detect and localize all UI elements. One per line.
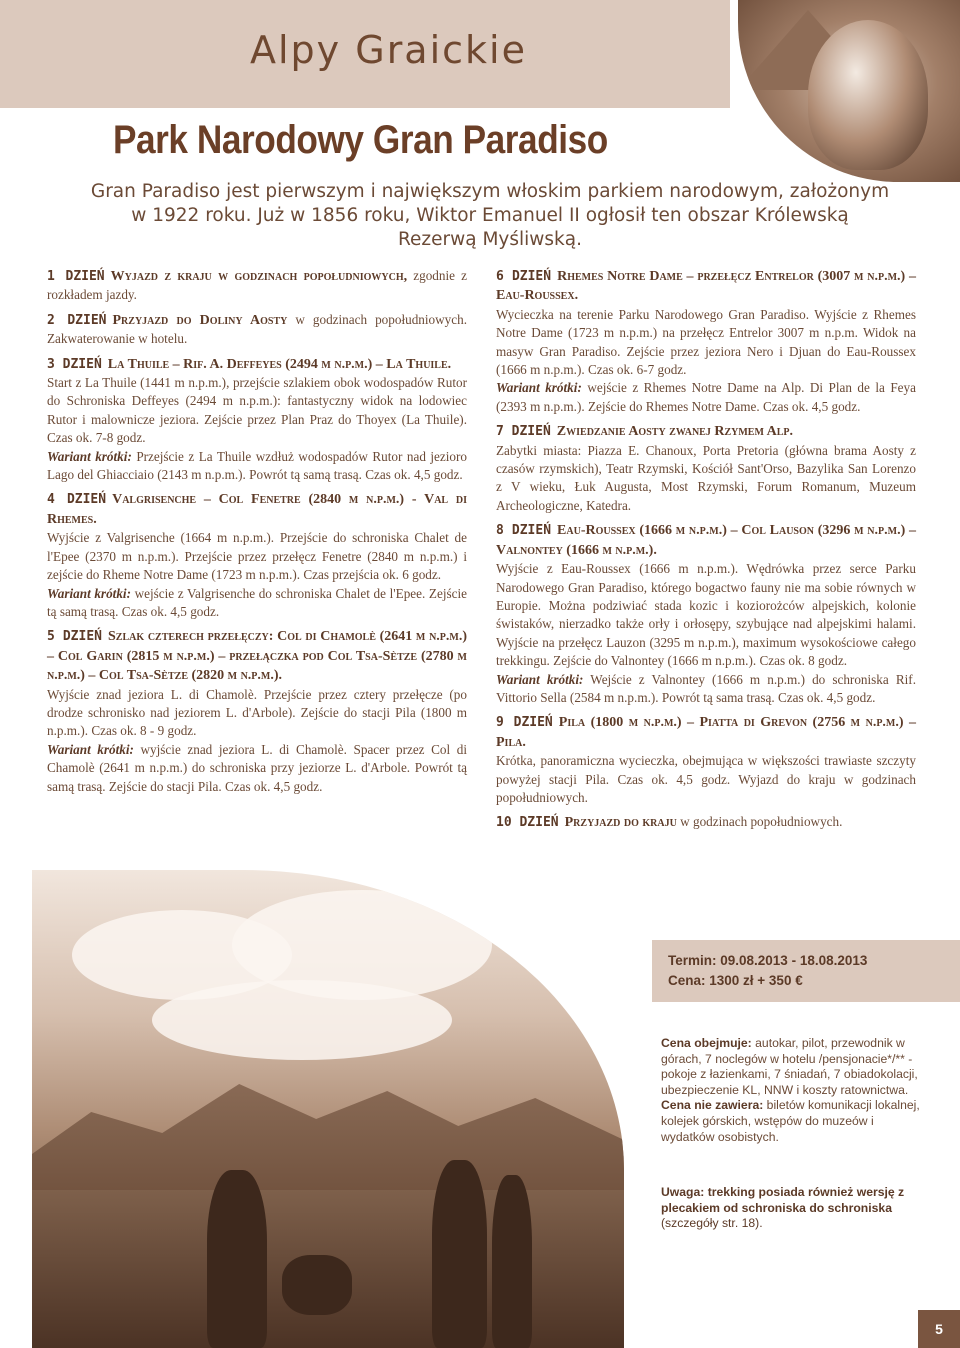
day-text: Start z La Thuile (1441 m n.p.m.), przejście szlakiem obok wodospadów Rutor do Schroniska Deffeyes (2494 m n.p.m.): fantastyczny widok na lodowiec Rutor i malownicze jeziora. Zejście przez Plan Praz do Thoyex (La Thuile). Czas ok. 7-8 godz. <box>47 375 467 446</box>
variant-label: Wariant krótki: <box>47 741 134 757</box>
day-heading: Rhemes Notre Dame – przełęcz Entrelor (3007 m n.p.m.) – Eau-Roussex. <box>496 269 916 304</box>
trip-price: Cena: 1300 zł + 350 € <box>668 973 803 988</box>
day-heading: La Thuile – Rif. A. Deffeyes (2494 m n.p.m.) – La Thuile. <box>107 356 452 372</box>
itinerary-left-column <box>47 267 467 802</box>
page-title: Alpy Graickie <box>250 28 527 72</box>
day-label: 4 DZIEŃ <box>47 492 107 508</box>
day-4 <box>47 490 467 621</box>
day-8 <box>496 521 916 707</box>
page-number: 5 <box>918 1310 960 1348</box>
day-heading: Wyjazd z kraju w godzinach popołudniowych, <box>110 269 408 284</box>
day-text: Krótka, panoramiczna wycieczka, obejmująca w większości trawiaste szczyty powyżej stacji Pila. Czas ok. 4,5 godz. Wyjazd do kraju w godzinach popołudniowych. <box>496 753 916 805</box>
variant-text: wyjście znad jeziora L. di Chamolè. Spacer przez Col di Chamolè (2641 m n.p.m.) do schroniska przy jeziorze L. d'Arbole. Powrót tą samą trasą. Zejście do stacji Pila. Czas ok. 4,5 godz. <box>47 741 467 794</box>
day-label: 6 DZIEŃ <box>496 269 552 284</box>
day-label: 10 DZIEŃ <box>496 815 559 831</box>
day-text: Wyjście z Valgrisenche (1664 m n.p.m.). Przejście do schroniska Chalet de l'Epee (2370 m n.p.m.). Przejście przez przełęcz Fenetre (2840 m n.p.m.) i zejście do Rheme Notre Dame (1723 m n.p.m.). Czas przejścia ok. 6 godz. <box>47 530 467 583</box>
variant-label: Wariant krótki: <box>496 671 584 687</box>
day-text: w godzinach popołudniowych. <box>676 814 843 830</box>
day-label: 2 DZIEŃ <box>47 312 107 328</box>
itinerary-right-column <box>496 267 916 839</box>
trip-dates: Termin: 09.08.2013 - 18.08.2013 <box>668 953 868 968</box>
variant-label: Wariant krótki: <box>47 448 132 464</box>
variant-text: Wejście z Valnontey (1666 m n.p.m.) do schroniska Rif. Vittorio Sella (2584 m n.p.m.). Powrót tą sama trasą. Czas ok. 4,5 godz. <box>496 671 916 705</box>
day-7 <box>496 422 916 515</box>
day-text: Wyjście znad jeziora L. di Chamolè. Przejście przez cztery przełęcze (po drodze schronisko nad jeziorem L. d'Arbole). Zejście do stacji Pila (1800 m n.p.m.). Czas ok. 8 - 9 godz. <box>47 686 467 739</box>
day-text: Zabytki miasta: Piazza E. Chanoux, Porta Pretoria (główna brama Aosty z czasów rzymskich), Teatr Rzymski, Kościół Sant'Orso, Bazylika San Lorenzo z V wieku, Łuk Augusta, Most Rzymski, Forum Romanum, Muzeum Archeologiczne, Katedra. <box>496 442 916 513</box>
day-10 <box>496 813 916 832</box>
hikers-landscape-photo <box>32 870 624 1348</box>
photo-sitting-hikers <box>282 1255 352 1315</box>
note-bold: Uwaga: trekking posiada również wersję z plecakiem od schroniska do schroniska <box>661 1185 905 1215</box>
day-2 <box>47 311 467 349</box>
day-label: 9 DZIEŃ <box>496 715 553 731</box>
day-text: Wycieczka na terenie Parku Narodowego Gran Paradiso. Wyjście z Rhemes Notre Dame (1723 m n.p.m.) na przełęcz Entrelor 3007 m n.p.m. Widok na masyw Gran Paradiso. Zejście przez jeziora Nero i Djuan do Eau-Roussex (1666 m n.p.m.). Czas ok. 6-7 godz. <box>496 306 916 378</box>
day-heading: Valgrisenche – Col Fenetre (2840 m n.p.m.) - Val di Rhemes. <box>47 492 467 527</box>
photo-hiker-figure <box>492 1175 532 1348</box>
price-info <box>661 1036 921 1145</box>
park-title: Park Narodowy Gran Paradiso <box>113 118 608 162</box>
photo-hiker-figure <box>207 1170 267 1348</box>
price-details <box>668 951 867 991</box>
variant-label: Wariant krótki: <box>496 380 582 396</box>
excludes-label: Cena nie zawiera: <box>661 1098 764 1113</box>
photo-hiker-figure <box>432 1160 487 1348</box>
variant-text: wejście z Rhemes Notre Dame na Alp. Di Plan de la Feya (2393 m n.p.m.). Zejście do Rhemes Notre Dame. Czas ok. 4,5 godz. <box>496 380 916 414</box>
day-text: zgodnie z rozkładem jazdy. <box>47 268 467 303</box>
variant-label: Wariant krótki: <box>47 585 131 601</box>
note-reference: (szczegóły str. 18). <box>661 1216 763 1231</box>
includes-label: Cena obejmuje: <box>661 1036 752 1050</box>
day-variant <box>47 741 467 796</box>
day-label: 8 DZIEŃ <box>496 523 552 539</box>
day-5 <box>47 627 467 796</box>
trekking-note <box>661 1185 926 1232</box>
photo-cloud-shape <box>152 980 452 1060</box>
day-variant <box>496 671 916 708</box>
day-heading: Szlak czterech przełęczy: Col di Chamolè (2641 m n.p.m.) – Col Garin (2815 m n.p.m.) – przełączka pod Col Tsa-Sètze (2780 m n.p.m.) – Col Tsa-Sètze (2820 m n.p.m.). <box>47 629 468 684</box>
day-9 <box>496 713 916 807</box>
day-heading: Przyjazd do Doliny Aosty <box>112 312 288 328</box>
variant-text: wejście z Valgrisenche do schroniska Chalet de l'Epee. Zejście tą samą trasą. Czas ok. 4,5 godz. <box>47 585 467 619</box>
day-label: 5 DZIEŃ <box>47 629 102 645</box>
day-heading: Pila (1800 m n.p.m.) – Piatta di Grevon (2756 m n.p.m.) – Pila. <box>496 715 916 750</box>
includes-text: autokar, pilot, przewodnik w górach, 7 noclegów w hotelu /pensjonacie*/** - pokoje z łazienkami, 7 śniadań, 7 obiadokolacji, ubezpieczenie KL, NNW i koszty ratownictwa. <box>661 1036 918 1097</box>
day-label: 3 DZIEŃ <box>47 356 102 372</box>
day-variant <box>496 379 916 416</box>
day-1 <box>47 267 467 305</box>
day-heading: Przyjazd do kraju <box>564 815 677 831</box>
photo-mountain-ridge <box>32 1070 624 1210</box>
intro-paragraph: Gran Paradiso jest pierwszym i największym włoskim parkiem narodowym, założonym w 1922 roku. Już w 1856 roku, Wiktor Emanuel II ogłosił ten obszar Królewską Rezerwą Myśliwską. <box>90 181 890 250</box>
day-label: 7 DZIEŃ <box>496 424 551 440</box>
day-text: Wyjście z Eau-Roussex (1666 m n.p.m.). Wędrówka przez serce Parku Narodowego Gran Paradiso, którego bogactwo fauny nie ma sobie równych w Europie. Można podziwiać stada kozic i koziorożców alpejskich, kolonie świstaków, nierzadko także orły i orłosępy, szybujące nad alpejskimi halami. Wyjście na przełęcz Lauzon (3295 m n.p.m.), maximum wysokościowe całego trekkingu. Zejście do Valnontey (1666 m n.p.m.). Czas ok. 8 godz. <box>496 561 916 669</box>
day-heading: Zwiedzanie Aosty zwanej Rzymem Alp. <box>556 424 794 440</box>
excludes-text: biletów komunikacji lokalnej, kolejek górskich, wstępów do muzeów i wydatków osobistych. <box>661 1098 920 1144</box>
day-text: w godzinach popołudniowych. Zakwaterowanie w hotelu. <box>47 311 468 347</box>
day-6 <box>496 267 916 416</box>
st-bernard-dog-photo <box>738 0 960 182</box>
day-variant <box>47 448 467 485</box>
day-label: 1 DZIEŃ <box>47 269 105 284</box>
photo-dog-shape <box>808 20 928 170</box>
variant-text: Przejście z La Thuile wzdłuż wodospadów Rutor nad jezioro Lago del Ghiacciaio (2143 m n.p.m.). Powrót tą samą trasą. Czas ok. 4,5 godz. <box>47 448 467 483</box>
day-3 <box>47 355 467 485</box>
day-heading: Eau-Roussex (1666 m n.p.m.) – Col Lauson (3296 m n.p.m.) – Valnontey (1666 m n.p.m.). <box>496 523 916 558</box>
day-variant <box>47 585 467 622</box>
